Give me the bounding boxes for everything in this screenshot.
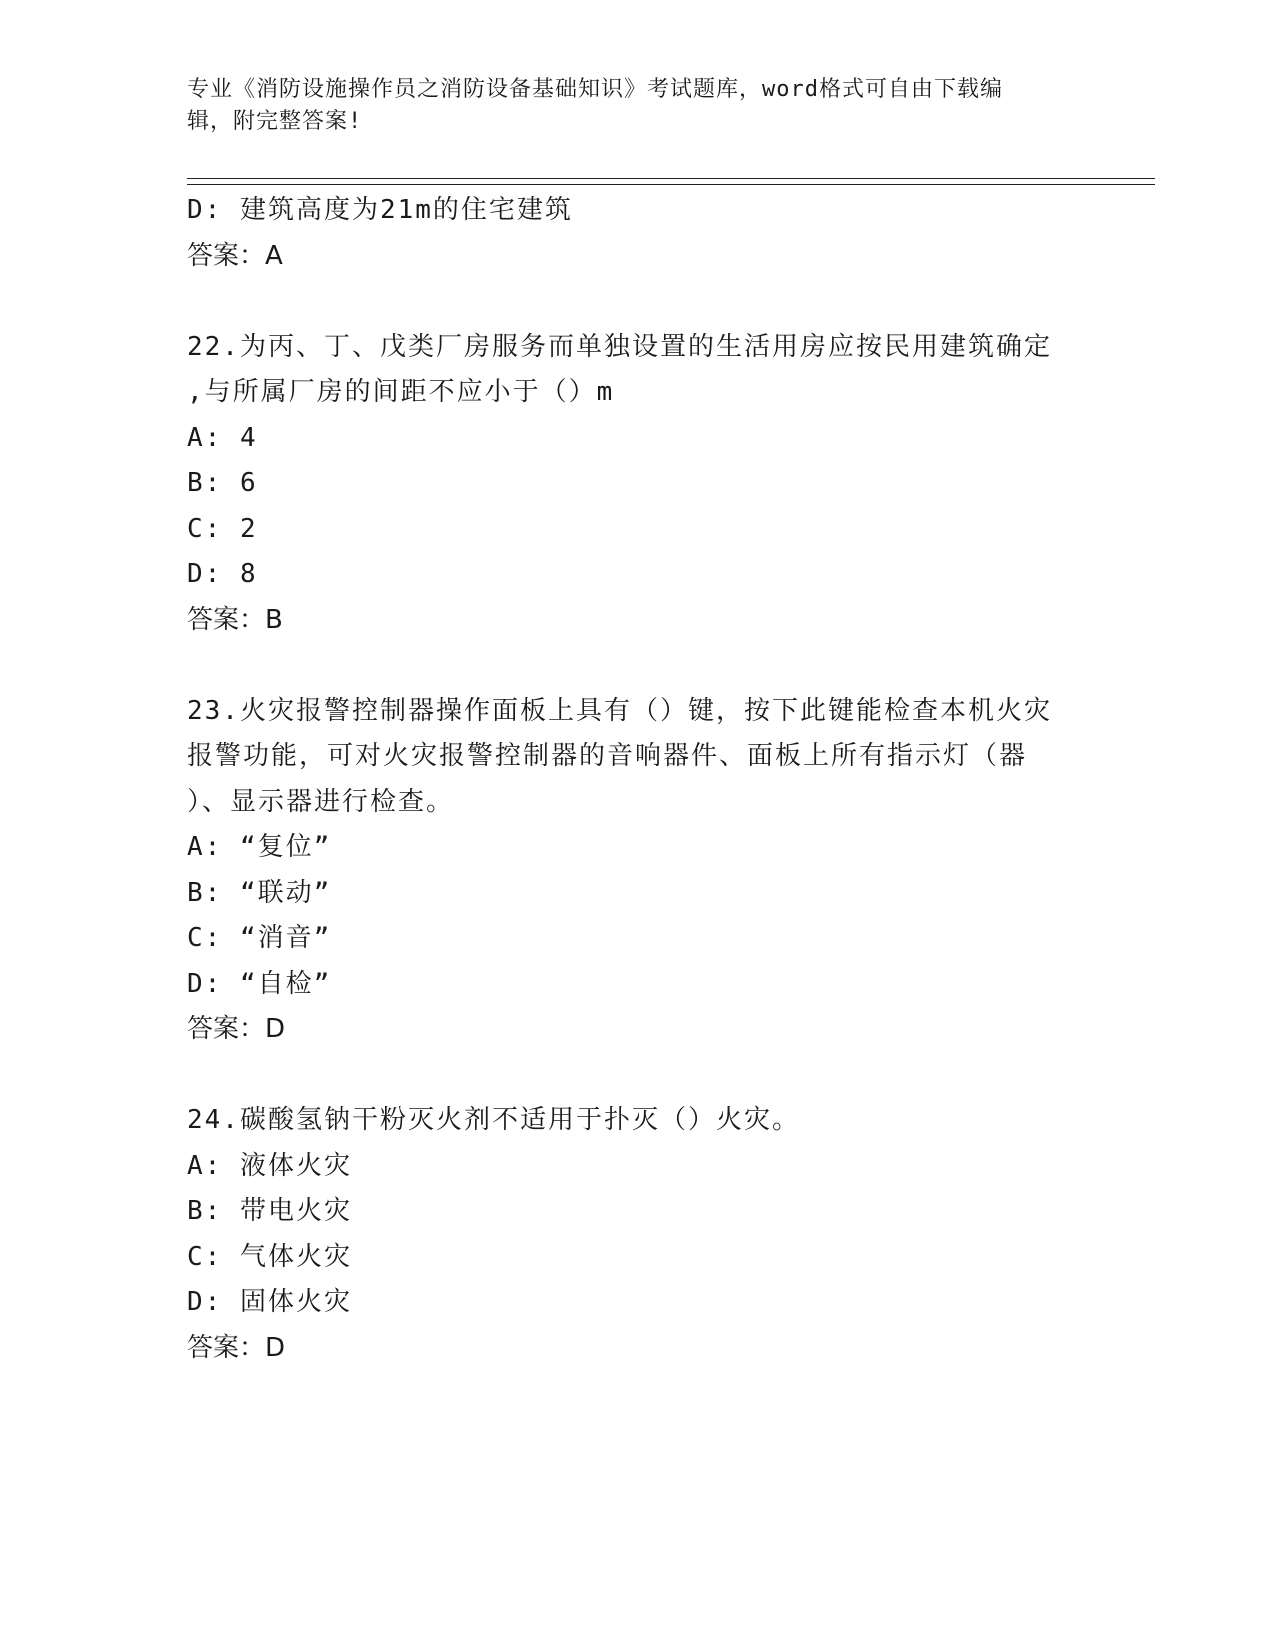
option-c: C: 2 bbox=[187, 513, 258, 544]
answer-line: 答案：B bbox=[187, 604, 283, 635]
answer-line: 答案：D bbox=[187, 1332, 286, 1363]
question-text-line: 报警功能，可对火灾报警控制器的音响器件、面板上所有指示灯（器 bbox=[187, 741, 1028, 771]
spacer bbox=[187, 279, 1087, 325]
question-block-21 bbox=[187, 188, 1087, 279]
option-c: C: 气体火灾 bbox=[187, 1241, 352, 1272]
option-a: A: “复位” bbox=[187, 832, 332, 862]
option-a: A: 4 bbox=[187, 422, 258, 453]
option-c: C: “消音” bbox=[187, 923, 332, 953]
question-text-line: ,与所属厂房的间距不应小于（）m bbox=[187, 377, 615, 407]
question-block-22 bbox=[187, 325, 1087, 644]
option-d: D: “自检” bbox=[187, 968, 332, 999]
spacer bbox=[187, 643, 1087, 689]
spacer bbox=[187, 1053, 1087, 1099]
option-b: B: 6 bbox=[187, 468, 258, 498]
answer-line: 答案：A bbox=[187, 240, 283, 271]
option-b: B: “联动” bbox=[187, 877, 332, 908]
question-text-line: 24.碳酸氢钠干粉灭火剂不适用于扑灭（）火灾。 bbox=[187, 1105, 800, 1135]
option-a: A: 液体火灾 bbox=[187, 1150, 352, 1181]
option-b: B: 带电火灾 bbox=[187, 1196, 352, 1226]
question-text-line: 23.火灾报警控制器操作面板上具有（）键，按下此键能检查本机火灾 bbox=[187, 695, 1052, 726]
question-text-line: 22.为丙、丁、戊类厂房服务而单独设置的生活用房应按民用建筑确定 bbox=[187, 331, 1052, 362]
header-line-2: 辑，附完整答案! bbox=[187, 109, 363, 134]
header-line-1: 专业《消防设施操作员之消防设备基础知识》考试题库，word格式可自由下载编 bbox=[187, 77, 1003, 102]
option-d: D: 8 bbox=[187, 559, 258, 589]
question-list bbox=[187, 188, 1087, 1371]
header-divider-top bbox=[187, 178, 1155, 179]
document-header bbox=[187, 74, 1067, 138]
option-d: D: 固体火灾 bbox=[187, 1287, 352, 1317]
header-divider-bottom bbox=[187, 184, 1155, 185]
question-block-24 bbox=[187, 1098, 1087, 1371]
question-block-23 bbox=[187, 689, 1087, 1053]
answer-line: 答案：D bbox=[187, 1014, 286, 1044]
option-d: D: 建筑高度为21m的住宅建筑 bbox=[187, 195, 573, 225]
question-text-line: ）、显示器进行检查。 bbox=[187, 786, 455, 817]
